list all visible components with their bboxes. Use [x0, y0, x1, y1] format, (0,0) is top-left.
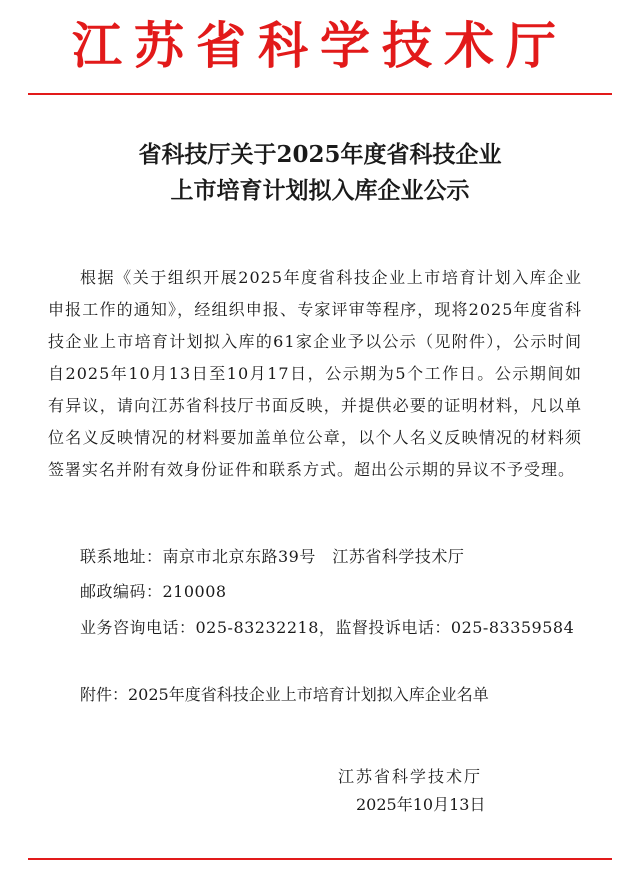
title-line-1: 省科技厅关于2025年度省科技企业	[138, 141, 502, 168]
contact-address: 联系地址：南京市北京东路39号 江苏省科学技术厅	[80, 547, 465, 566]
red-header-rule	[28, 93, 612, 95]
postal-code: 邮政编码：210008	[80, 582, 227, 601]
signature-date: 2025年10月13日	[356, 795, 486, 814]
contact-phones: 业务咨询电话：025-83232218，监督投诉电话：025-83359584	[80, 618, 575, 637]
issuing-org-masthead: 江苏省科学技术厅	[72, 17, 568, 75]
red-footer-rule	[28, 858, 612, 860]
title-line-2: 上市培育计划拟入库企业公示	[170, 177, 470, 204]
attachment-note: 附件：2025年度省科技企业上市培育计划拟入库企业名单	[80, 685, 489, 704]
document-title	[0, 137, 640, 209]
signature-org: 江苏省科学技术厅	[338, 767, 483, 786]
notice-body-paragraph: 根据《关于组织开展2025年度省科技企业上市培育计划入库企业申报工作的通知》，经组织申报、专家评审等程序，现将2025年度省科技企业上市培育计划拟入库的61家企业予以公示（见附件），公示时间自2025年10月13日至10月17日，公示期为5个工作日。公示期间如有异议，请向江苏省科技厅书面反映，并提供必要的证明材料，凡以单位名义反映情况的材料要加盖单位公章，以个人名义反映情况的材料须签署实名并附有效身份证件和联系方式。超出公示期的异议不予受理。	[48, 268, 582, 479]
